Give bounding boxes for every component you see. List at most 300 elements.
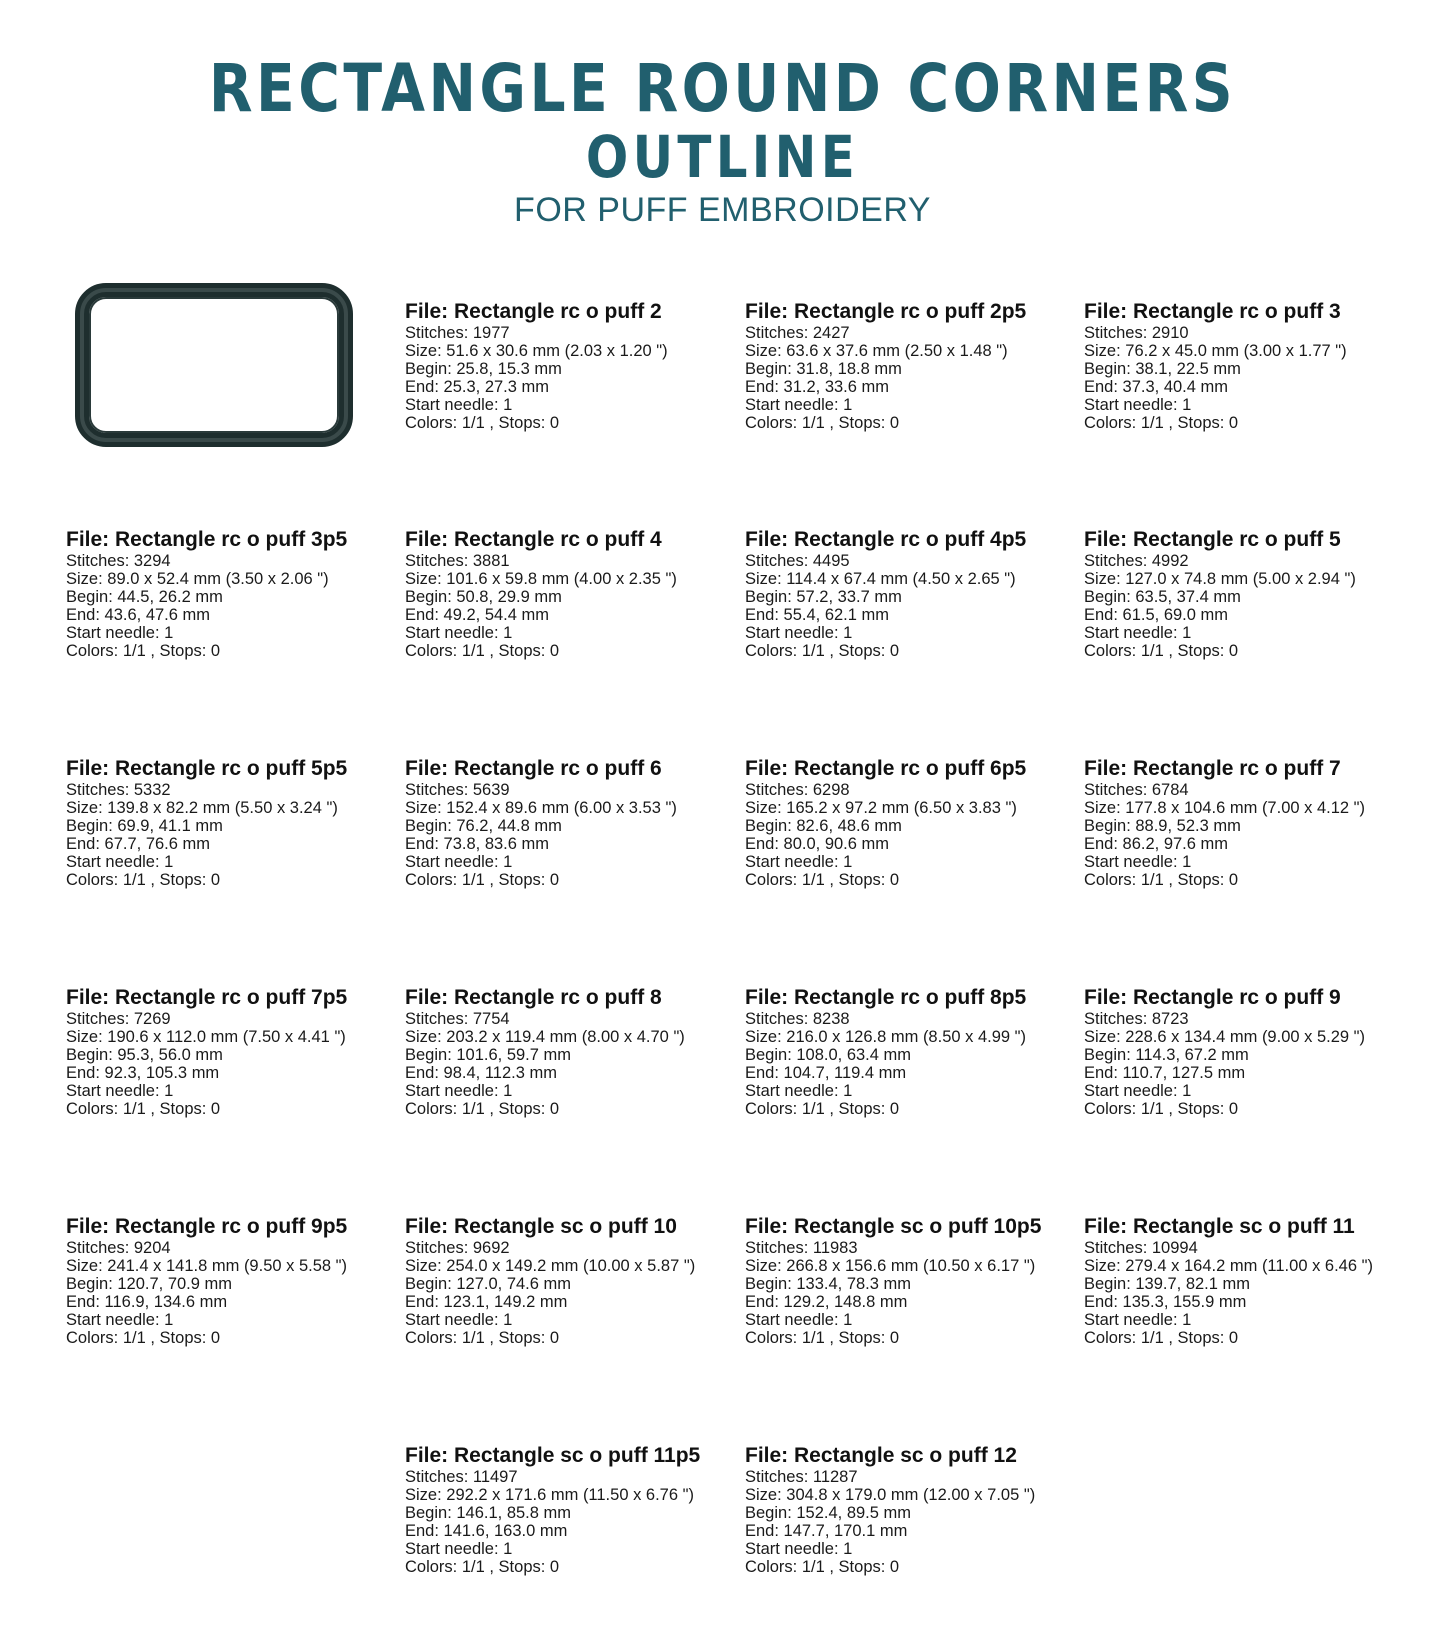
size-line-text: 203.2 x 119.4 mm (8.00 x 4.70 ") [446, 1028, 685, 1046]
file-name [405, 757, 735, 781]
size-line [405, 570, 735, 588]
start-needle-line [745, 396, 1075, 414]
begin-line-text: 114.3, 67.2 mm [1135, 1046, 1249, 1064]
colors-stops-line [745, 1100, 1075, 1118]
size-line-text: Size: [405, 342, 447, 360]
size-line-text: 76.2 x 45.0 mm (3.00 x 1.77 ") [1125, 342, 1347, 360]
end-line-text: 92.3, 105.3 mm [104, 1064, 220, 1082]
stitches-line-text: Stitches: [745, 1239, 813, 1257]
begin-line-text: 44.5, 26.2 mm [117, 588, 223, 606]
size-line-text: 228.6 x 134.4 mm (9.00 x 5.29 ") [1125, 1028, 1366, 1046]
colors-stops-line [745, 642, 1075, 660]
file-name [66, 1215, 396, 1239]
start-needle-line-text: 1 [1182, 1311, 1192, 1329]
begin-line [1084, 1046, 1414, 1064]
start-needle-line [405, 1082, 735, 1100]
end-line [1084, 835, 1414, 853]
stitches-line [405, 1010, 735, 1028]
size-line-text: Size: [405, 1257, 447, 1275]
size-line [66, 799, 396, 817]
stitches-line-text: Stitches: [745, 552, 813, 570]
begin-line-text: Begin: [66, 1275, 118, 1293]
size-line-text: Size: [1084, 799, 1126, 817]
size-line [745, 570, 1075, 588]
begin-line-text: 76.2, 44.8 mm [456, 817, 562, 835]
colors-stops-line-text: Colors: [1084, 1100, 1141, 1118]
colors-stops-line [745, 1558, 1075, 1576]
end-line-text: 129.2, 148.8 mm [783, 1293, 908, 1311]
file-name-text: File: Rectangle rc o puff 8p5 [745, 986, 1027, 1009]
end-line-text: End: [1084, 606, 1123, 624]
colors-stops-line-text: Colors: [745, 414, 802, 432]
colors-stops-line-text: 1/1 [1140, 1329, 1164, 1347]
file-name [405, 300, 735, 324]
colors-stops-line [745, 1329, 1075, 1347]
end-line-text: End: [745, 1522, 784, 1540]
file-info-card [1084, 528, 1414, 660]
colors-stops-line-text: 1/1 [461, 1100, 485, 1118]
size-line-text: Size: [1084, 1257, 1126, 1275]
colors-stops-line-text: Colors: [405, 1558, 462, 1576]
begin-line-text: 108.0, 63.4 mm [796, 1046, 912, 1064]
begin-line-text: Begin: [405, 817, 457, 835]
start-needle-line-text: 1 [843, 396, 853, 414]
colors-stops-line-text: 1/1 [801, 1329, 825, 1347]
colors-stops-line-text: Colors: [1084, 414, 1141, 432]
colors-stops-line-text: Colors: [1084, 642, 1141, 660]
end-line-text: End: [745, 378, 784, 396]
colors-stops-line [1084, 414, 1414, 432]
colors-stops-line [66, 1329, 396, 1347]
colors-stops-line-text: 0 [889, 1100, 900, 1118]
file-info-card [66, 757, 396, 889]
begin-line-text: 31.8, 18.8 mm [796, 360, 902, 378]
start-needle-line-text: Start needle: [405, 396, 504, 414]
stitches-line [1084, 1010, 1414, 1028]
end-line-text: End: [1084, 1064, 1123, 1082]
colors-stops-line-text: 1/1 [122, 1329, 146, 1347]
start-needle-line [745, 1082, 1075, 1100]
stitches-line [66, 781, 396, 799]
file-name [405, 1215, 735, 1239]
start-needle-line-text: Start needle: [1084, 1082, 1183, 1100]
stitches-line [1084, 324, 1414, 342]
begin-line-text: Begin: [745, 588, 797, 606]
begin-line-text: Begin: [66, 1046, 118, 1064]
start-needle-line-text: Start needle: [745, 396, 844, 414]
start-needle-line [405, 1540, 735, 1558]
file-name-text: File: Rectangle sc o puff 11p5 [405, 1444, 701, 1467]
stitches-line-text: Stitches: [405, 1468, 473, 1486]
size-line-text: 304.8 x 179.0 mm (12.00 x 7.05 ") [786, 1486, 1036, 1504]
page-subtitle: OUTLINE [585, 123, 860, 191]
size-line-text: Size: [1084, 342, 1126, 360]
end-line-text: End: [405, 835, 444, 853]
file-info-card [1084, 986, 1414, 1118]
file-info-card [405, 1215, 735, 1347]
begin-line [405, 1504, 735, 1522]
begin-line-text: 38.1, 22.5 mm [1135, 360, 1241, 378]
stitches-line [745, 1010, 1075, 1028]
start-needle-line-text: Start needle: [745, 1311, 844, 1329]
size-line [405, 342, 735, 360]
colors-stops-line-text: 1/1 [461, 1558, 485, 1576]
colors-stops-line-text: Colors: [745, 1558, 802, 1576]
size-line-text: Size: [745, 799, 787, 817]
start-needle-line-text: 1 [1182, 853, 1192, 871]
begin-line-text: Begin: [745, 1275, 797, 1293]
end-line-text: End: [66, 835, 105, 853]
end-line-text: 37.3, 40.4 mm [1122, 378, 1229, 396]
file-name-text: File: Rectangle sc o puff 11 [1084, 1215, 1355, 1238]
start-needle-line [745, 624, 1075, 642]
begin-line-text: 146.1, 85.8 mm [456, 1504, 572, 1522]
start-needle-line [66, 1311, 396, 1329]
colors-stops-line-text: 0 [1228, 642, 1239, 660]
stitches-line-text: 9204 [133, 1239, 171, 1257]
colors-stops-line-text: 1/1 [1140, 1100, 1164, 1118]
end-line-text: 43.6, 47.6 mm [104, 606, 211, 624]
file-info-card [745, 986, 1075, 1118]
colors-stops-line-text: , Stops: [145, 1329, 211, 1347]
file-name [405, 986, 735, 1010]
end-line-text: 116.9, 134.6 mm [104, 1293, 228, 1311]
colors-stops-line [1084, 871, 1414, 889]
start-needle-line-text: 1 [843, 1540, 853, 1558]
begin-line [745, 360, 1075, 378]
begin-line-text: 50.8, 29.9 mm [456, 588, 562, 606]
stitches-line-text: 11983 [812, 1239, 858, 1257]
size-line [1084, 342, 1414, 360]
stitches-line-text: 4495 [812, 552, 850, 570]
start-needle-line [1084, 1082, 1414, 1100]
colors-stops-line-text: , Stops: [824, 414, 890, 432]
end-line-text: 123.1, 149.2 mm [443, 1293, 568, 1311]
stitches-line-text: 7269 [133, 1010, 171, 1028]
stitches-line-text: 11287 [812, 1468, 858, 1486]
colors-stops-line-text: 0 [889, 414, 900, 432]
stitches-line [66, 1239, 396, 1257]
end-line-text: 110.7, 127.5 mm [1122, 1064, 1246, 1082]
colors-stops-line-text: 1/1 [1140, 871, 1164, 889]
stitches-line [745, 552, 1075, 570]
stitches-line-text: Stitches: [66, 552, 134, 570]
start-needle-line [745, 1540, 1075, 1558]
end-line-text: End: [1084, 835, 1123, 853]
size-line-text: 279.4 x 164.2 mm (11.00 x 6.46 ") [1125, 1257, 1373, 1275]
start-needle-line-text: 1 [503, 1082, 513, 1100]
start-needle-line-text: 1 [164, 1311, 174, 1329]
size-line [66, 1028, 396, 1046]
colors-stops-line [745, 414, 1075, 432]
begin-line [1084, 588, 1414, 606]
stitches-line-text: Stitches: [745, 1468, 813, 1486]
start-needle-line [405, 624, 735, 642]
file-name-text: File: Rectangle rc o puff 9 [1084, 986, 1341, 1009]
size-line-text: 241.4 x 141.8 mm (9.50 x 5.58 ") [107, 1257, 348, 1275]
stitches-line-text: 2910 [1151, 324, 1189, 342]
end-line-text: End: [405, 606, 444, 624]
begin-line-text: 95.3, 56.0 mm [117, 1046, 223, 1064]
begin-line-text: Begin: [745, 360, 797, 378]
colors-stops-line [1084, 642, 1414, 660]
end-line [745, 1293, 1075, 1311]
end-line-text: End: [405, 1064, 444, 1082]
begin-line-text: 133.4, 78.3 mm [796, 1275, 912, 1293]
size-line [1084, 1028, 1414, 1046]
stitches-line [745, 1468, 1075, 1486]
colors-stops-line-text: Colors: [405, 414, 462, 432]
colors-stops-line-text: Colors: [405, 1329, 462, 1347]
begin-line-text: Begin: [1084, 1046, 1136, 1064]
size-line [405, 799, 735, 817]
size-line-text: 254.0 x 149.2 mm (10.00 x 5.87 ") [446, 1257, 696, 1275]
colors-stops-line-text: , Stops: [1163, 414, 1229, 432]
start-needle-line [405, 1311, 735, 1329]
end-line-text: End: [1084, 1293, 1123, 1311]
colors-stops-line-text: Colors: [66, 1329, 123, 1347]
end-line-text: End: [745, 1293, 784, 1311]
begin-line-text: Begin: [66, 817, 118, 835]
start-needle-line-text: 1 [1182, 396, 1192, 414]
colors-stops-line-text: 0 [889, 871, 900, 889]
file-info-card [405, 1444, 735, 1576]
end-line-text: 135.3, 155.9 mm [1122, 1293, 1247, 1311]
begin-line [745, 817, 1075, 835]
start-needle-line [1084, 396, 1414, 414]
begin-line-text: Begin: [745, 1046, 797, 1064]
begin-line [745, 588, 1075, 606]
size-line-text: Size: [1084, 570, 1126, 588]
file-name-text: File: Rectangle rc o puff 5p5 [66, 757, 348, 780]
size-line-text: Size: [405, 1028, 447, 1046]
file-info-card [66, 986, 396, 1118]
start-needle-line-text: 1 [164, 853, 174, 871]
start-needle-line-text: 1 [164, 624, 174, 642]
stitches-line [66, 1010, 396, 1028]
size-line-text: Size: [66, 799, 108, 817]
file-name [1084, 1215, 1414, 1239]
colors-stops-line-text: 0 [889, 642, 900, 660]
colors-stops-line-text: 0 [210, 642, 221, 660]
end-line [1084, 1064, 1414, 1082]
size-line-text: Size: [405, 1486, 447, 1504]
colors-stops-line-text: 0 [1228, 871, 1239, 889]
colors-stops-line [405, 871, 735, 889]
file-name-text: File: Rectangle rc o puff 7 [1084, 757, 1341, 780]
file-name [405, 528, 735, 552]
begin-line [745, 1275, 1075, 1293]
size-line-text: 51.6 x 30.6 mm (2.03 x 1.20 ") [446, 342, 668, 360]
colors-stops-line-text: Colors: [1084, 1329, 1141, 1347]
colors-stops-line-text: , Stops: [145, 642, 211, 660]
size-line-text: Size: [66, 570, 108, 588]
file-info-card [745, 528, 1075, 660]
size-line [405, 1486, 735, 1504]
size-line-text: Size: [745, 570, 787, 588]
begin-line-text: 63.5, 37.4 mm [1135, 588, 1241, 606]
size-line [405, 1028, 735, 1046]
begin-line-text: Begin: [405, 1046, 457, 1064]
file-name [1084, 528, 1414, 552]
colors-stops-line-text: 1/1 [122, 871, 146, 889]
colors-stops-line-text: 1/1 [801, 1558, 825, 1576]
begin-line [745, 1046, 1075, 1064]
start-needle-line-text: 1 [843, 624, 853, 642]
colors-stops-line [405, 1100, 735, 1118]
stitches-line-text: 1977 [472, 324, 510, 342]
end-line-text: End: [745, 835, 784, 853]
start-needle-line-text: 1 [843, 853, 853, 871]
end-line [66, 835, 396, 853]
begin-line [405, 817, 735, 835]
file-name-text: File: Rectangle rc o puff 7p5 [66, 986, 348, 1009]
begin-line [1084, 360, 1414, 378]
file-info-card [405, 986, 735, 1118]
colors-stops-line-text: 1/1 [1140, 414, 1164, 432]
stitches-line-text: Stitches: [405, 1239, 473, 1257]
begin-line-text: Begin: [1084, 817, 1136, 835]
size-line [745, 342, 1075, 360]
end-line [405, 606, 735, 624]
file-info-card [745, 1215, 1075, 1347]
stitches-line-text: 6784 [1151, 781, 1189, 799]
colors-stops-line-text: 0 [1228, 414, 1239, 432]
colors-stops-line-text: , Stops: [824, 1100, 890, 1118]
colors-stops-line-text: Colors: [405, 1100, 462, 1118]
begin-line [66, 1046, 396, 1064]
colors-stops-line-text: , Stops: [824, 642, 890, 660]
end-line-text: End: [66, 1293, 105, 1311]
file-name-text: File: Rectangle rc o puff 4 [405, 528, 662, 551]
begin-line-text: 120.7, 70.9 mm [117, 1275, 233, 1293]
colors-stops-line-text: 1/1 [461, 1329, 485, 1347]
file-name-text: File: Rectangle sc o puff 12 [745, 1444, 1017, 1467]
stitches-line [745, 324, 1075, 342]
size-line-text: 292.2 x 171.6 mm (11.50 x 6.76 ") [446, 1486, 694, 1504]
start-needle-line-text: Start needle: [405, 853, 504, 871]
begin-line [66, 588, 396, 606]
file-info-card [1084, 1215, 1414, 1347]
file-name-text: File: Rectangle rc o puff 2p5 [745, 300, 1027, 323]
start-needle-line-text: 1 [843, 1082, 853, 1100]
start-needle-line-text: Start needle: [1084, 1311, 1183, 1329]
end-line-text: 104.7, 119.4 mm [783, 1064, 907, 1082]
end-line [745, 1522, 1075, 1540]
colors-stops-line-text: Colors: [66, 1100, 123, 1118]
colors-stops-line-text: , Stops: [484, 1329, 550, 1347]
colors-stops-line [745, 871, 1075, 889]
stitches-line-text: Stitches: [745, 1010, 813, 1028]
size-line-text: 190.6 x 112.0 mm (7.50 x 4.41 ") [107, 1028, 346, 1046]
end-line [1084, 1293, 1414, 1311]
stitches-line [405, 781, 735, 799]
end-line-text: 25.3, 27.3 mm [443, 378, 550, 396]
colors-stops-line-text: 1/1 [461, 414, 485, 432]
stitches-line-text: 11497 [472, 1468, 518, 1486]
size-line-text: 127.0 x 74.8 mm (5.00 x 2.94 ") [1125, 570, 1356, 588]
stitches-line-text: Stitches: [405, 1010, 473, 1028]
file-name [66, 757, 396, 781]
file-name-text: File: Rectangle rc o puff 4p5 [745, 528, 1027, 551]
end-line-text: 147.7, 170.1 mm [783, 1522, 908, 1540]
size-line [745, 799, 1075, 817]
begin-line [405, 1046, 735, 1064]
end-line [745, 835, 1075, 853]
start-needle-line [745, 1311, 1075, 1329]
size-line-text: Size: [745, 1028, 787, 1046]
start-needle-line [66, 853, 396, 871]
stitches-line-text: 5639 [472, 781, 510, 799]
end-line-text: 49.2, 54.4 mm [443, 606, 550, 624]
stitches-line-text: Stitches: [745, 781, 813, 799]
colors-stops-line-text: 1/1 [122, 1100, 146, 1118]
colors-stops-line-text: 0 [549, 642, 560, 660]
end-line [405, 1293, 735, 1311]
stitches-line-text: Stitches: [745, 324, 813, 342]
end-line-text: 141.6, 163.0 mm [443, 1522, 568, 1540]
begin-line-text: Begin: [745, 1504, 797, 1522]
page-header [0, 52, 1445, 232]
end-line-text: End: [66, 606, 105, 624]
colors-stops-line-text: 0 [210, 1100, 221, 1118]
file-name-text: File: Rectangle rc o puff 3p5 [66, 528, 348, 551]
file-info-card [1084, 757, 1414, 889]
stitches-line-text: 9692 [472, 1239, 510, 1257]
colors-stops-line-text: Colors: [745, 871, 802, 889]
file-name-text: File: Rectangle rc o puff 2 [405, 300, 662, 323]
end-line [66, 1064, 396, 1082]
file-info-card [745, 1444, 1075, 1576]
stitches-line [1084, 781, 1414, 799]
start-needle-line-text: Start needle: [745, 853, 844, 871]
end-line-text: End: [405, 378, 444, 396]
start-needle-line-text: Start needle: [66, 624, 165, 642]
end-line [1084, 378, 1414, 396]
file-info-card [745, 757, 1075, 889]
file-info-card [405, 528, 735, 660]
start-needle-line-text: Start needle: [745, 624, 844, 642]
start-needle-line [66, 624, 396, 642]
size-line-text: 101.6 x 59.8 mm (4.00 x 2.35 ") [446, 570, 677, 588]
colors-stops-line [66, 1100, 396, 1118]
start-needle-line-text: Start needle: [405, 1082, 504, 1100]
file-name-text: File: Rectangle rc o puff 6p5 [745, 757, 1027, 780]
start-needle-line-text: 1 [503, 853, 513, 871]
begin-line-text: Begin: [405, 1504, 457, 1522]
stitches-line [745, 1239, 1075, 1257]
colors-stops-line-text: Colors: [405, 642, 462, 660]
size-line [66, 570, 396, 588]
end-line [66, 606, 396, 624]
size-line [405, 1257, 735, 1275]
colors-stops-line-text: , Stops: [1163, 1329, 1229, 1347]
stitches-line-text: 5332 [133, 781, 171, 799]
begin-line [1084, 817, 1414, 835]
file-name [66, 986, 396, 1010]
stitches-line-text: 8238 [812, 1010, 850, 1028]
colors-stops-line-text: Colors: [1084, 871, 1141, 889]
start-needle-line [1084, 853, 1414, 871]
begin-line-text: Begin: [405, 1275, 457, 1293]
start-needle-line-text: Start needle: [1084, 853, 1183, 871]
file-name [66, 528, 396, 552]
colors-stops-line [405, 642, 735, 660]
file-name [745, 1215, 1075, 1239]
file-info-card [66, 528, 396, 660]
stitches-line [1084, 1239, 1414, 1257]
end-line [745, 606, 1075, 624]
